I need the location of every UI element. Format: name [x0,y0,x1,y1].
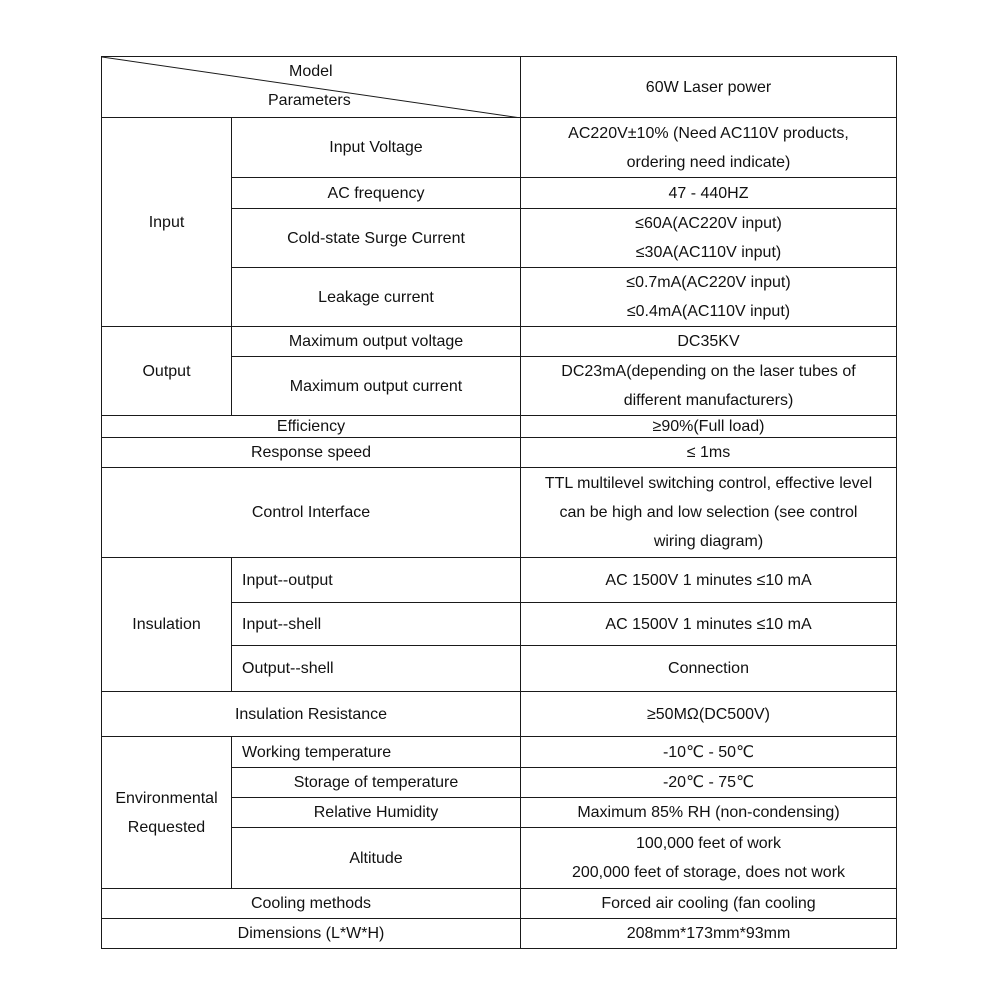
param-label: Input--shell [232,603,521,646]
group-insulation: Insulation [102,558,232,692]
param-value: ≤0.7mA(AC220V input) ≤0.4mA(AC110V input) [521,268,897,327]
param-label: AC frequency [232,178,521,209]
param-value: -10℃ - 50℃ [521,737,897,768]
param-label: Input Voltage [232,118,521,178]
param-value: ≥50MΩ(DC500V) [521,692,897,737]
param-label: Output--shell [232,646,521,692]
param-value: TTL multilevel switching control, effective level can be high and low selection (see control wiring diagram) [521,468,897,558]
param-label: Relative Humidity [232,798,521,828]
param-label: Working temperature [232,737,521,768]
param-value: ≤60A(AC220V input) ≤30A(AC110V input) [521,209,897,268]
param-label: Cooling methods [102,889,521,919]
group-input: Input [102,118,232,327]
param-value: AC 1500V 1 minutes ≤10 mA [521,603,897,646]
model-label: Model [289,63,333,80]
param-label: Storage of temperature [232,768,521,798]
param-value: DC35KV [521,327,897,357]
param-value: Maximum 85% RH (non-condensing) [521,798,897,828]
table-row [102,558,897,603]
param-label: Maximum output voltage [232,327,521,357]
table-row [102,919,897,949]
parameters-label: Parameters [268,92,351,109]
param-label: Insulation Resistance [102,692,521,737]
param-label: Cold-state Surge Current [232,209,521,268]
table-row [102,692,897,737]
param-label: Control Interface [102,468,521,558]
param-label: Efficiency [102,416,521,438]
group-output: Output [102,327,232,416]
param-value: 47 - 440HZ [521,178,897,209]
param-value: ≥90%(Full load) [521,416,897,438]
table-row [102,737,897,768]
param-value: Forced air cooling (fan cooling [521,889,897,919]
param-label: Response speed [102,438,521,468]
group-environment: Environmental Requested [102,737,232,889]
param-value: 208mm*173mm*93mm [521,919,897,949]
param-label: Leakage current [232,268,521,327]
table-row [102,57,897,118]
table-row [102,468,897,558]
param-value: ≤ 1ms [521,438,897,468]
table-row [102,889,897,919]
param-value: AC 1500V 1 minutes ≤10 mA [521,558,897,603]
param-label: Maximum output current [232,357,521,416]
param-value: AC220V±10% (Need AC110V products, ordering need indicate) [521,118,897,178]
table-row [102,118,897,178]
param-value: Connection [521,646,897,692]
param-value: DC23mA(depending on the laser tubes of different manufacturers) [521,357,897,416]
param-value: 100,000 feet of work 200,000 feet of storage, does not work [521,828,897,889]
spec-table [101,56,897,949]
param-label: Altitude [232,828,521,889]
table-row [102,327,897,357]
product-name: 60W Laser power [521,57,897,118]
param-label: Input--output [232,558,521,603]
table-row [102,438,897,468]
table-row [102,416,897,438]
header-diagonal-cell [102,57,521,118]
param-label: Dimensions (L*W*H) [102,919,521,949]
param-value: -20℃ - 75℃ [521,768,897,798]
